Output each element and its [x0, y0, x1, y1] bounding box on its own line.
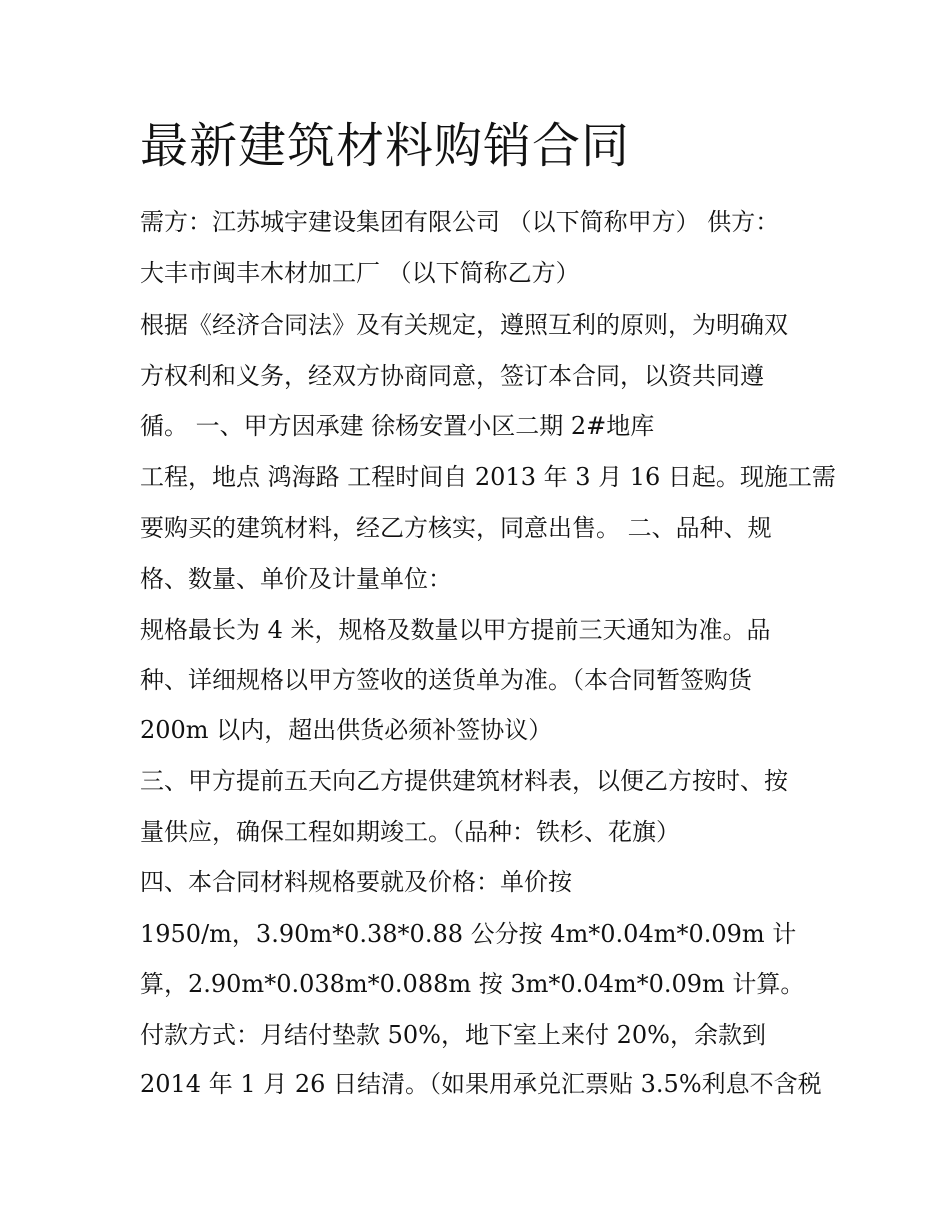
document-title: 最新建筑材料购销合同: [140, 118, 631, 174]
contract-line: 三、甲方提前五天向乙方提供建筑材料表，以便乙方按时、按: [140, 767, 788, 795]
contract-line: 格、数量、单价及计量单位：: [140, 565, 452, 593]
contract-line: 200m 以内，超出供货必须补签协议）: [140, 716, 553, 744]
contract-line: 种、详细规格以甲方签收的送货单为准。（本合同暂签购货: [140, 666, 752, 694]
contract-line: 量供应，确保工程如期竣工。（品种：铁杉、花旗）: [140, 818, 680, 846]
contract-line: 大丰市闽丰木材加工厂 （以下简称乙方）: [140, 259, 580, 287]
contract-line: 2014 年 1 月 26 日结清。（如果用承兑汇票贴 3.5%利息不含税: [140, 1070, 822, 1098]
contract-line: 1950/m，3.90m*0.38*0.88 公分按 4m*0.04m*0.09m 计: [140, 920, 797, 948]
contract-line: 工程，地点 鸿海路 工程时间自 2013 年 3 月 16 日起。现施工需: [140, 463, 836, 491]
contract-line: 要购买的建筑材料，经乙方核实，同意出售。 二、品种、规: [140, 514, 772, 542]
contract-line: 规格最长为 4 米，规格及数量以甲方提前三天通知为准。品: [140, 616, 771, 644]
contract-line: 方权利和义务，经双方协商同意，签订本合同，以资共同遵: [140, 362, 764, 390]
contract-line: 根据《经济合同法》及有关规定，遵照互利的原则，为明确双: [140, 311, 788, 339]
contract-line: 付款方式：月结付垫款 50%，地下室上来付 20%，余款到: [140, 1021, 766, 1049]
contract-line: 四、本合同材料规格要就及价格：单价按: [140, 868, 572, 896]
contract-line: 循。 一、甲方因承建 徐杨安置小区二期 2#地库: [140, 412, 655, 440]
contract-line: 算，2.90m*0.038m*0.088m 按 3m*0.04m*0.09m 计算。: [140, 970, 805, 998]
contract-line: 需方：江苏城宇建设集团有限公司 （以下简称甲方） 供方：: [140, 208, 780, 236]
